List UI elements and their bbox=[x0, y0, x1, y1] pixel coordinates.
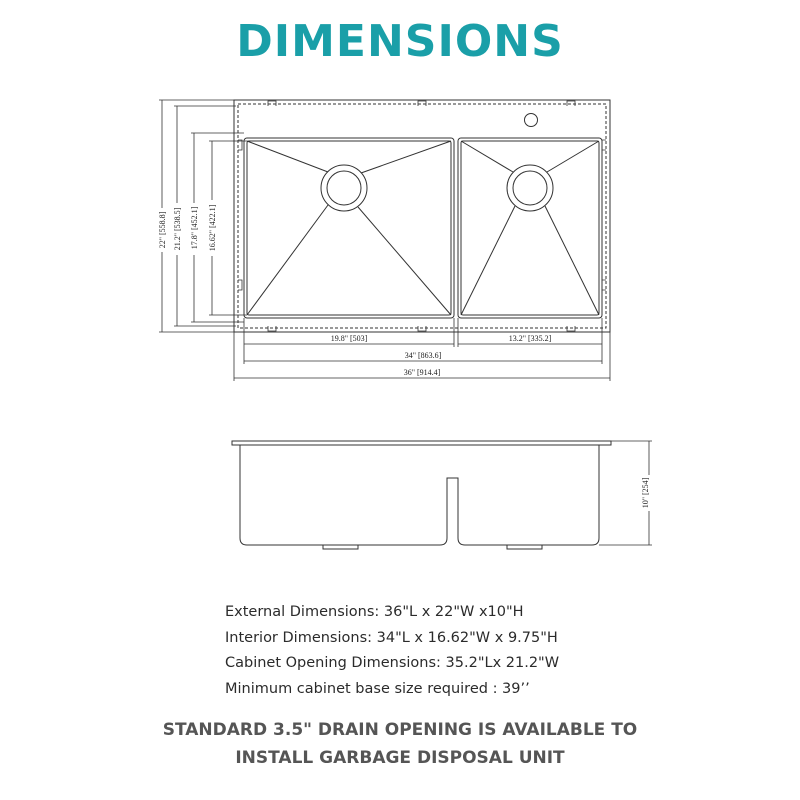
page-title: DIMENSIONS bbox=[236, 16, 564, 67]
faucet-hole bbox=[525, 114, 538, 127]
dim-height-21-2: 21.2" [538.5] bbox=[173, 207, 182, 251]
dim-depth-10: 10" [254] bbox=[641, 477, 650, 509]
dim-width-19-8: 19.8" [503] bbox=[330, 334, 368, 343]
spec-interior: Interior Dimensions: 34"L x 16.62"W x 9.75"H bbox=[225, 629, 558, 646]
left-bowl bbox=[244, 138, 454, 318]
dim-width-34: 34" [863.6] bbox=[404, 351, 442, 360]
dim-height-16-62: 16.62" [422.1] bbox=[208, 204, 217, 252]
dim-height-22: 22" [558.8] bbox=[158, 211, 167, 249]
drain-note-line-2: INSTALL GARBAGE DISPOSAL UNIT bbox=[235, 748, 565, 768]
mounting-clips bbox=[238, 101, 606, 331]
spec-min-cabinet: Minimum cabinet base size required : 39’’ bbox=[225, 680, 530, 697]
dim-width-13-2: 13.2" [335.2] bbox=[508, 334, 552, 343]
sink-outer-rim bbox=[234, 100, 610, 332]
dim-width-36: 36" [914.4] bbox=[403, 368, 441, 377]
spec-cabinet-opening: Cabinet Opening Dimensions: 35.2"Lx 21.2"W bbox=[225, 655, 560, 671]
spec-list bbox=[225, 600, 559, 702]
side-view bbox=[232, 441, 611, 549]
right-bowl bbox=[458, 138, 602, 318]
drain-note-line-1: STANDARD 3.5" DRAIN OPENING IS AVAILABLE TO bbox=[162, 720, 638, 740]
dim-height-17-8: 17.8" [452.1] bbox=[190, 206, 199, 250]
spec-external: External Dimensions: 36"L x 22"W x10"H bbox=[225, 604, 524, 620]
